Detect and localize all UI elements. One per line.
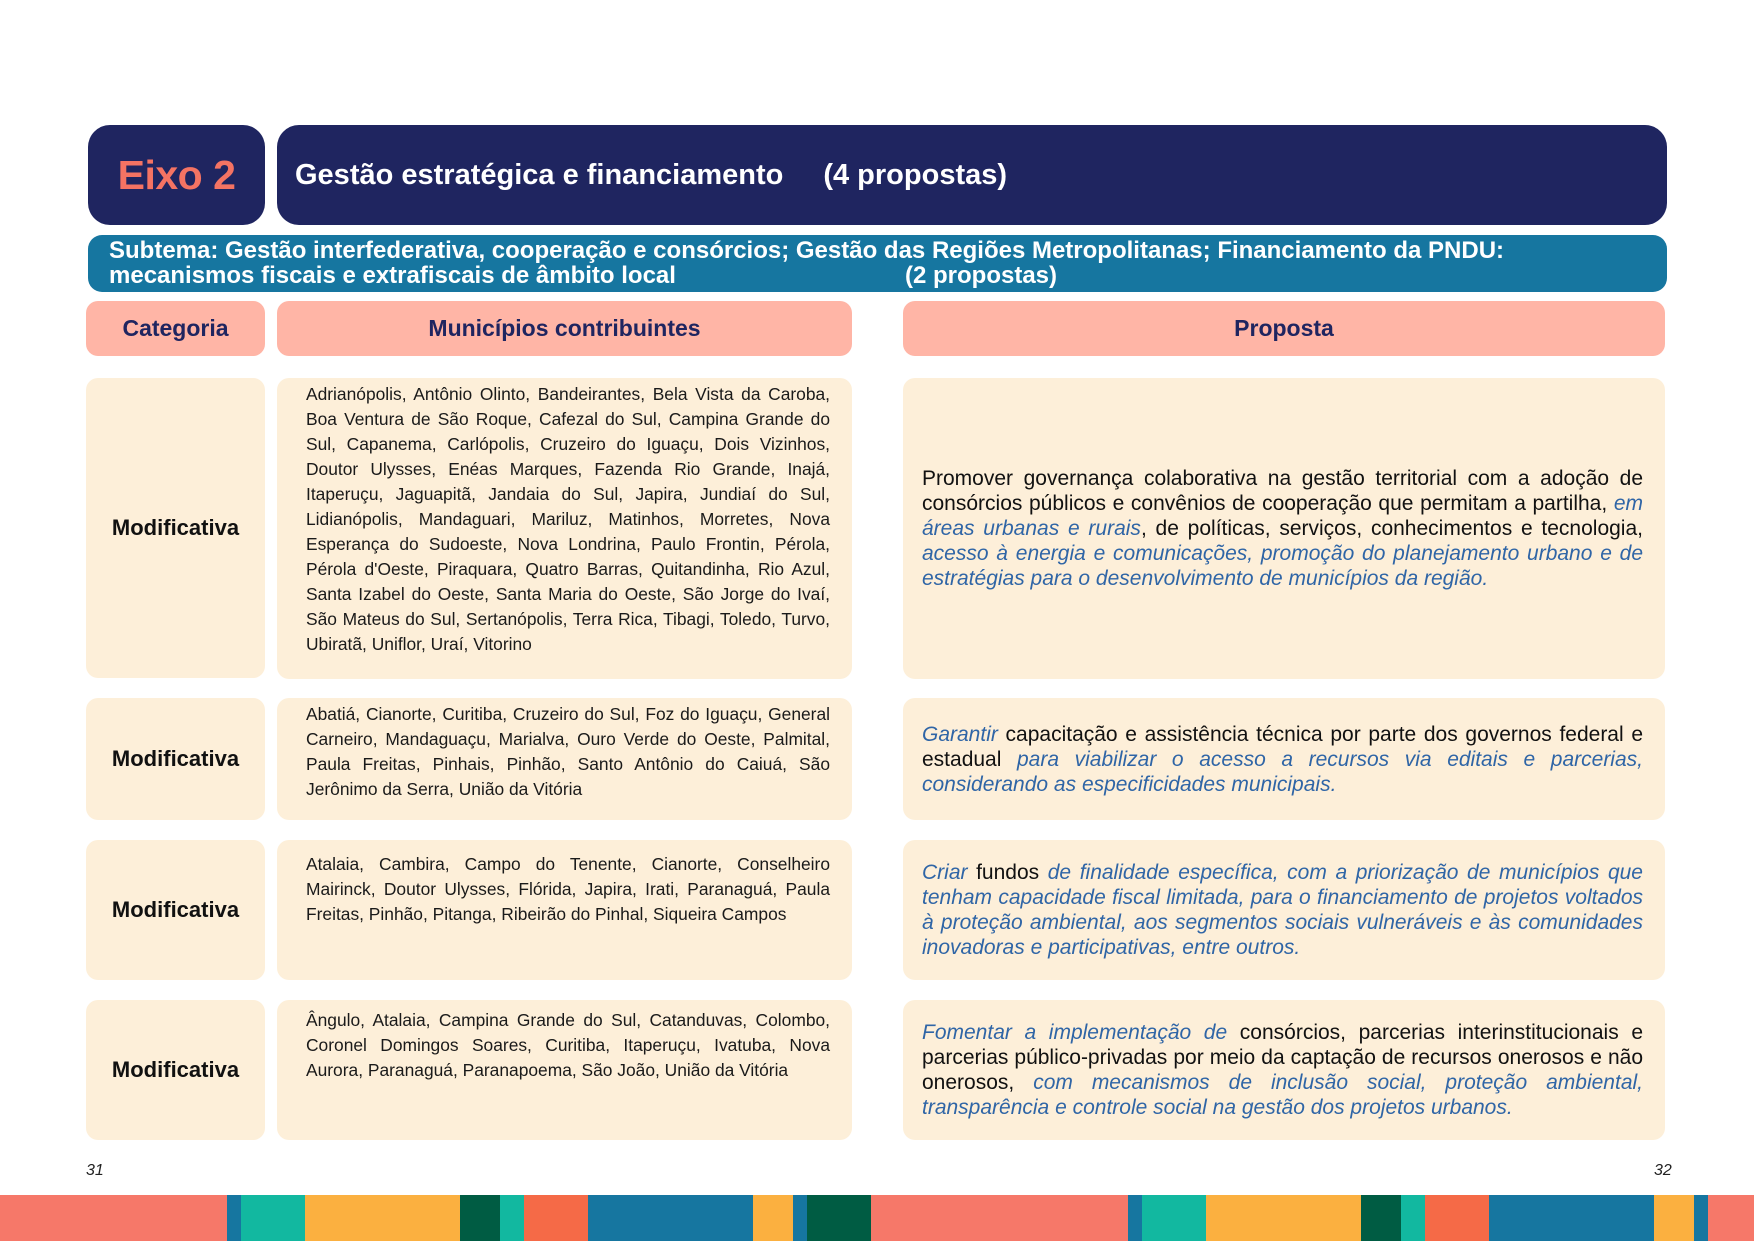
stripe-segment: [1142, 1195, 1206, 1241]
stripe-segment: [1206, 1195, 1361, 1241]
section-title-bar: [277, 125, 1667, 225]
proposal-highlight-text: acesso à energia e comunicações, promoção do planejamento urbano e de estratégias para o desenvolvimento de municípios da região.: [922, 542, 1643, 590]
stripe-segment: [1489, 1195, 1655, 1241]
stripe-segment: [871, 1195, 1128, 1241]
proposal-highlight-text: Fomentar a implementação de: [922, 1021, 1240, 1044]
proposal-highlight-text: com mecanismos de inclusão social, proteção ambiental, transparência e controle social na gestão dos projetos urbanos.: [922, 1071, 1644, 1119]
row-3-proposta: [903, 840, 1665, 980]
proposal-text: Promover governança colaborativa na gestão territorial com a adoção de consórcios públicos e convênios de cooperação que permitam a partilha,: [922, 467, 1643, 515]
row-1-proposta-text: [922, 466, 1643, 591]
row-2-municipios: Abatiá, Cianorte, Curitiba, Cruzeiro do Sul, Foz do Iguaçu, General Carneiro, Mandaguaçu, Marialva, Ouro Verde do Oeste, Palmital, Paula Freitas, Pinhais, Pinhão, Santo Antônio do Caiuá, São Jerônimo da Serra, União da Vitória: [277, 698, 852, 820]
row-3-municipios: Atalaia, Cambira, Campo do Tenente, Cianorte, Conselheiro Mairinck, Doutor Ulysses, Flórida, Japira, Irati, Paranaguá, Paula Freitas, Pinhão, Pitanga, Ribeirão do Pinhal, Siqueira Campos: [277, 840, 852, 980]
stripe-segment: [793, 1195, 807, 1241]
stripe-segment: [807, 1195, 871, 1241]
column-header-categoria: Categoria: [86, 301, 265, 356]
row-1-municipios: Adrianópolis, Antônio Olinto, Bandeirantes, Bela Vista da Caroba, Boa Ventura de São Roque, Cafezal do Sul, Campina Grande do Sul, Capanema, Carlópolis, Cruzeiro do Iguaçu, Dois Vizinhos, Doutor Ulysses, Enéas Marques, Fazenda Rio Grande, Inajá, Itaperuçu, Jaguapitã, Jandaia do Sul, Japira, Jundiaí do Sul, Lidianópolis, Mandaguari, Mariluz, Matinhos, Morretes, Nova Esperança do Sudoeste, Nova Londrina, Paulo Frontin, Pérola, Pérola d'Oeste, Piraquara, Quatro Barras, Quitandinha, Rio Azul, Santa Izabel do Oeste, Santa Maria do Oeste, São Jorge do Ivaí, São Mateus do Sul, Sertanópolis, Terra Rica, Tibagi, Toledo, Turvo, Ubiratã, Uniflor, Uraí, Vitorino: [277, 378, 852, 679]
stripe-segment: [1401, 1195, 1425, 1241]
subtema-bar: [88, 235, 1667, 292]
row-2-proposta: [903, 698, 1665, 820]
row-1-categoria: Modificativa: [86, 378, 265, 678]
row-4-proposta-text: [922, 1020, 1643, 1120]
stripe-segment: [588, 1195, 754, 1241]
stripe-segment: [1128, 1195, 1142, 1241]
section-title-count: (4 propostas): [823, 158, 1008, 191]
stripe-segment: [460, 1195, 500, 1241]
proposal-highlight-text: de finalidade específica, com a priorização de municípios que tenham capacidade fiscal limitada, para o financiamento de projetos voltados à proteção ambiental, aos segmentos sociais vulneráveis e às comunidades inovadoras e participativas, entre outros.: [922, 861, 1643, 959]
section-title: Gestão estratégica e financiamento: [295, 158, 784, 191]
proposal-text: fundos: [976, 861, 1048, 884]
row-2-categoria: Modificativa: [86, 698, 265, 820]
decorative-color-stripe: [0, 1195, 1754, 1241]
stripe-segment: [1425, 1195, 1489, 1241]
subtema-count: (2 propostas): [905, 262, 1058, 289]
proposal-highlight-text: Criar: [922, 861, 977, 884]
stripe-segment: [524, 1195, 588, 1241]
proposal-text: consórcios, parcerias interinstitucionais e parcerias público-privadas por meio da captação de recursos onerosos e não onerosos,: [922, 1021, 1643, 1094]
stripe-segment: [1708, 1195, 1754, 1241]
stripe-segment: [305, 1195, 460, 1241]
proposal-highlight-text: Garantir: [922, 722, 1006, 746]
row-3-categoria: Modificativa: [86, 840, 265, 980]
subtema-line-2-text: mecanismos fiscais e extrafiscais de âmbito local: [109, 262, 676, 289]
row-2-proposta-text: [922, 722, 1643, 797]
column-header-municipios: Municípios contribuintes: [277, 301, 852, 356]
page-number-left: 31: [86, 1162, 104, 1179]
page-number-right: 32: [1654, 1162, 1672, 1179]
row-4-categoria: Modificativa: [86, 1000, 265, 1140]
proposal-text: , de políticas, serviços, conhecimentos e tecnologia,: [1140, 517, 1643, 540]
stripe-segment: [241, 1195, 305, 1241]
proposal-highlight-text: em áreas urbanas e rurais: [922, 492, 1643, 540]
stripe-segment: [500, 1195, 524, 1241]
row-1-proposta: [903, 378, 1665, 679]
subtema-line-2: [109, 263, 1667, 288]
row-4-municipios: Ângulo, Atalaia, Campina Grande do Sul, Catanduvas, Colombo, Coronel Domingos Soares, Curitiba, Itaperuçu, Ivatuba, Nova Aurora, Paranaguá, Paranapoema, São João, União da Vitória: [277, 1000, 852, 1140]
row-4-proposta: [903, 1000, 1665, 1140]
eixo-label: Eixo 2: [117, 151, 236, 198]
proposal-highlight-text: para viabilizar o acesso a recursos via editais e parcerias, considerando as especificidades municipais.: [922, 747, 1643, 796]
stripe-segment: [1694, 1195, 1708, 1241]
stripe-segment: [753, 1195, 793, 1241]
stripe-segment: [227, 1195, 241, 1241]
stripe-segment: [1361, 1195, 1401, 1241]
subtema-line-1: Subtema: Gestão interfederativa, cooperação e consórcios; Gestão das Regiões Metropolitanas; Financiamento da PNDU:: [109, 237, 1505, 264]
eixo-badge: [88, 125, 265, 225]
column-header-proposta: Proposta: [903, 301, 1665, 356]
stripe-segment: [0, 1195, 227, 1241]
row-3-proposta-text: [922, 860, 1643, 960]
proposal-text: capacitação e assistência técnica por parte dos governos federal e estadual: [922, 722, 1643, 771]
stripe-segment: [1654, 1195, 1694, 1241]
